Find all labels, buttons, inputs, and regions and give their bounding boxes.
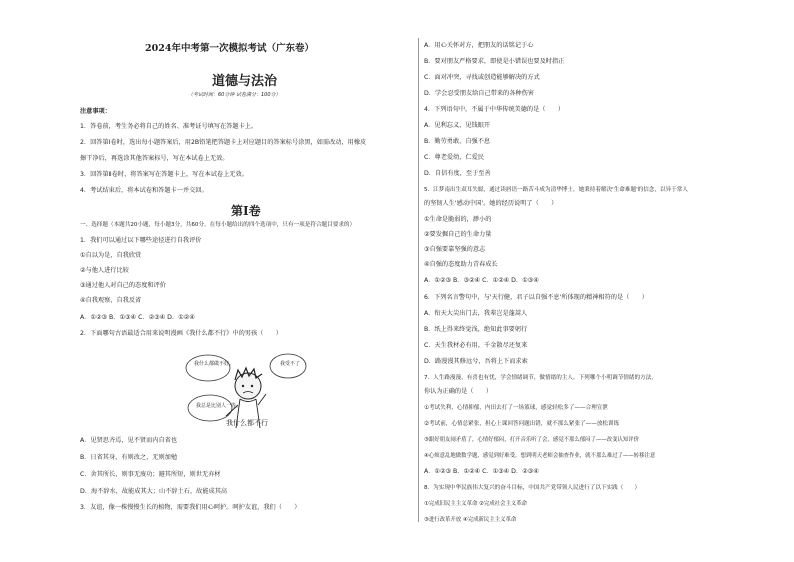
question-line: ①生命是脆弱的，渺小的	[424, 216, 492, 223]
note-line: 4．考试结束后，将本试卷和答题卡一并交回。	[80, 187, 208, 194]
question-line: 5．江梦南出生双耳失聪，通过读唇语一路苦斗成为清华博士，她秉持着解决'生命难题'的信念，以异于常人	[424, 187, 688, 193]
question-line: A．①②③ B．①③④ C．②③④ D．①②④	[80, 314, 195, 321]
question-line: ①考试失利，心情抑郁，内田去打了一场篮球，感觉轻松多了——合理宣泄	[424, 405, 609, 411]
question-line: B．要对朋友严格要求，即使是小错误也要及时指正	[424, 58, 565, 65]
question-line: ③通过他人对自己的态度和评价	[80, 282, 166, 289]
question-line: B．勤劳勇敢，自强不息	[424, 138, 491, 145]
question-line: 8．为实现中华民族伟大复兴的奋斗目标，中国共产党带领人民进行了以下实践（ ）	[424, 485, 641, 491]
bubble-left-text: 我什么都做不好。	[194, 361, 235, 367]
question-line: 2．下面哪句古语最适合用来说明漫画《我什么都不行》中的男孩（ ）	[80, 330, 282, 337]
notes-heading: 注意事项：	[80, 108, 111, 115]
question-line: C．舍其所长，则事无废功；避其所短，则世无弃材	[80, 471, 221, 478]
question-line: ③进行改革开放 ④完成新民主主义革命	[424, 517, 517, 523]
question-line: ①自以为是，自我欣赏	[80, 252, 142, 259]
question-line: ②与他人进行比较	[80, 267, 129, 274]
question-line: A．①②③ B．③②④ C．①②④ D．①③④	[424, 277, 539, 284]
column-divider	[418, 38, 419, 522]
question-line: B．日省其身，有则改之，无则加勉	[80, 454, 178, 461]
question-line: C．尊老爱幼，仁爱民	[424, 154, 485, 161]
question-line: C．面对冲突，寻找或创造能够解决的方式	[424, 74, 540, 81]
note-line: 2．回答第Ⅰ卷时，选出每小题答案后，用2B铅笔把答题卡上对应题目的答案标号涂黑，如需改动，用橡皮	[80, 139, 367, 146]
question-line: C．天生我材必有用，千金散尽还复来	[424, 342, 528, 349]
question-line: A．衔天大尖出门去，我辈岂是蓬蒿人	[424, 310, 528, 317]
question-line: 7．人生路漫漫，有喜也有忧，学会情绪调节，做情绪的主人。下列哪个小明调节情绪的方法，	[424, 375, 657, 381]
question-line: 的坚韧人生'感动中国'。她的经历说明了（ ）	[424, 200, 558, 207]
section-title: 第Ⅰ卷	[231, 204, 261, 218]
question-line: ②考试前，心情总紧张，担心上课回答问题出错，就不那么紧张了——放松训练	[424, 421, 620, 427]
question-line: B．纸上得来终觉浅，绝知此事要躬行	[424, 326, 528, 333]
question-line: ③自强要靠坚强的意志	[424, 246, 486, 253]
question-line: ①完成旧民主主义革命 ②完成社会主义革命	[424, 501, 528, 507]
question-line: D．海不辞水，故能成其大；山不辞土石，故能成其高	[80, 488, 228, 495]
question-line: ④自我观察，自我反省	[80, 297, 142, 304]
question-line: A．用心关怀对方，把朋友的话铭记于心	[424, 42, 534, 49]
question-line: 1．我们可以通过以下哪些途径进行自我评价	[80, 237, 202, 244]
question-line: A．见利忘义，见钱眼开	[424, 122, 491, 129]
question-line: ③跟好朋友闹矛盾了，心情好郁闷，打开音乐听了会，感觉不那么郁闷了——改变认知评价	[424, 437, 640, 443]
question-line: D．自信有度，至于至善	[424, 170, 491, 177]
section-instruction: 一、选择题（本题共20小题，每小题3分，共60分。在每小题给出的四个选项中，只有一项是符合题目要求的）	[80, 222, 356, 228]
subject-title: 道德与法治	[212, 74, 278, 89]
exam-title: 2024年中考第一次模拟考试（广东卷）	[145, 43, 314, 54]
question-line: D．学会忍受朋友给自己带来的各种伤害	[424, 90, 534, 97]
question-line: A．①②③ B．①②④ C．①③④ D．②③④	[424, 468, 539, 475]
note-line: 3．回答第Ⅱ卷时，将答案写在答题卡上，写在本试卷上无效。	[80, 171, 248, 178]
question-line: 4．下列语句中，不属于中华传统美德的是（ ）	[424, 106, 565, 113]
bubble-bottom-text: 我总是比别人一等。	[196, 403, 242, 409]
note-line: 1．答卷前，考生务必将自己的姓名、准考证号填写在答题卡上。	[80, 123, 258, 130]
cartoon-caption: 我什么都不行	[226, 419, 268, 427]
question-line: ④心烦意乱地做数学题，感觉到好难受，想到明天老师会抽查作业，就不那么难过了——转移注意	[424, 453, 656, 459]
question-line: 3．友谊，像一株慢慢生长的植物，需要我们用心呵护。呵护友谊，我们（ ）	[80, 504, 301, 511]
note-line: 擦干净后，再选涂其他答案标号，写在本试卷上无效。	[80, 155, 229, 162]
question-line: A．见贤思齐焉，见不贤而内自省也	[80, 437, 178, 444]
exam-meta: （考试时间：60分钟 试卷满分：100分）	[188, 92, 281, 98]
question-line: ②要发掘自己的生命力量	[424, 231, 492, 238]
question-line: D．路漫漫其修远兮，吾将上下而求索	[424, 358, 528, 365]
question-line: ④自强的态度助力青春成长	[424, 261, 498, 268]
bubble-right-text: 我受不了	[280, 361, 301, 367]
question-line: 你认为正确的是（ ）	[424, 388, 493, 395]
question-line: 6．下列名言警句中，与'天行健，君子以自强不息'所体现的精神相符的是（ ）	[424, 294, 648, 301]
